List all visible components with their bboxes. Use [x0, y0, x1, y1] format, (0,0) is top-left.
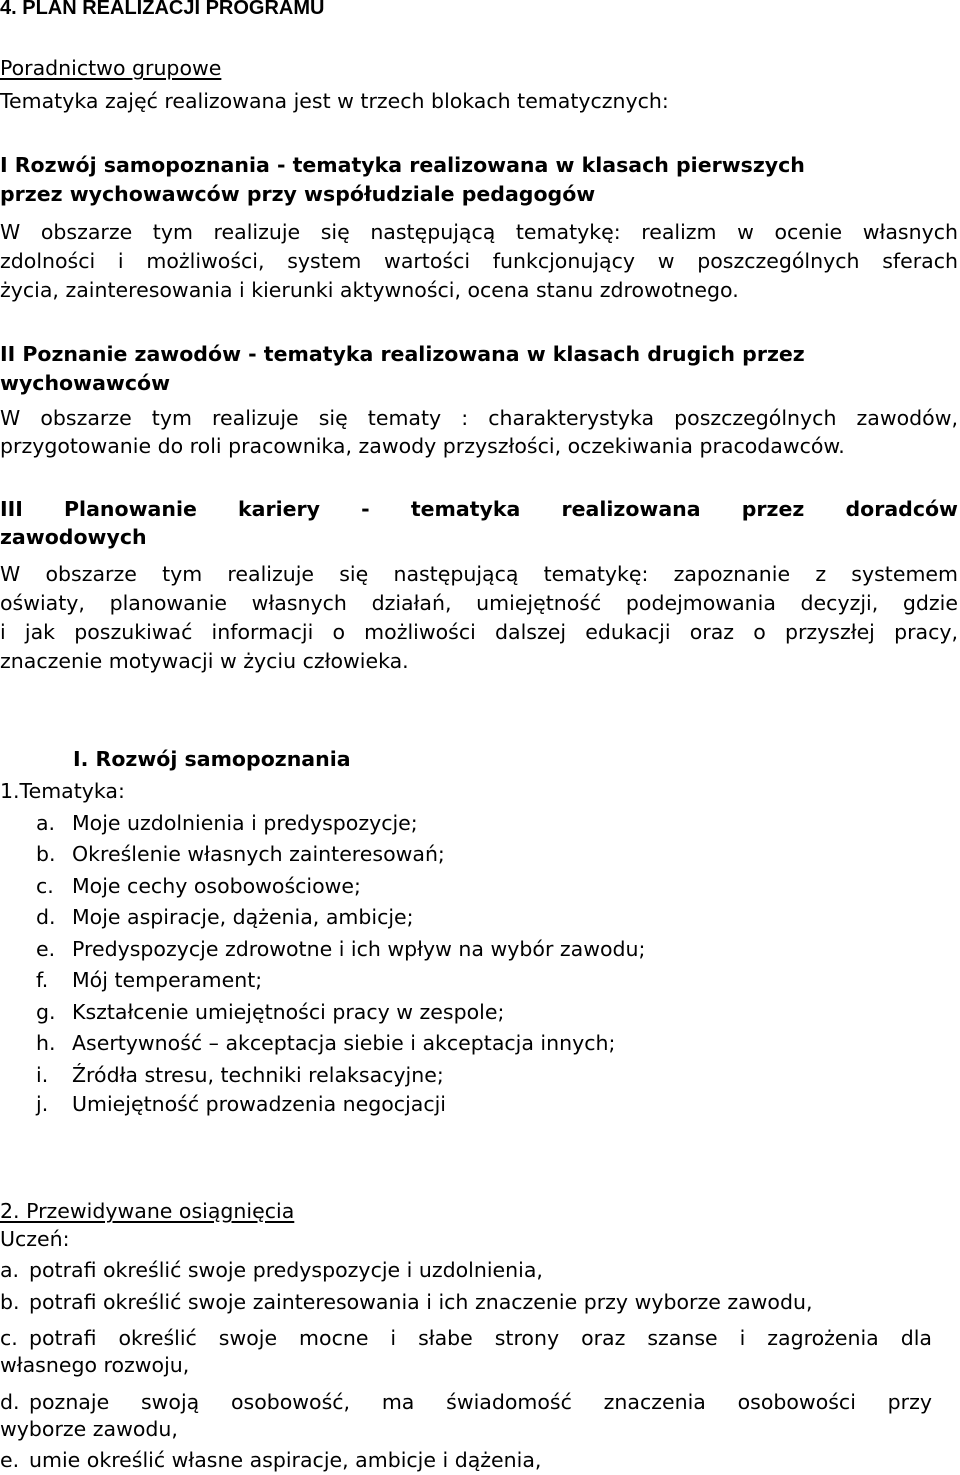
list-text: poznaje swoją osobowość, ma świadomość znaczenia osobowości przy [29, 1390, 932, 1414]
list-text: Mój temperament; [72, 968, 263, 992]
block2-heading-line2: wychowawców [0, 371, 171, 395]
block1-body-line2: zdolności i możliwości, system wartości funkcjonujący w poszczególnych sferach [0, 249, 958, 273]
list-text: umie określić własne aspiracje, ambicje i dążenia, [29, 1448, 542, 1472]
list-item [0, 1290, 932, 1314]
list-text: Moje aspiracje, dążenia, ambicje; [72, 905, 414, 929]
list-text: Umiejętność prowadzenia negocjacji [72, 1092, 446, 1116]
list-text: Kształcenie umiejętności pracy w zespole; [72, 1000, 505, 1024]
list-item [36, 1031, 615, 1055]
block2-heading-line1: II Poznanie zawodów - tematyka realizowana w klasach drugich przez [0, 342, 805, 366]
block3-heading-line1: III Planowanie kariery - tematyka realizowana przez doradców [0, 497, 958, 521]
list-item [36, 874, 361, 898]
list-marker: i. [36, 1063, 49, 1087]
block1-body-line1: W obszarze tym realizuje się następującą tematykę: realizm w ocenie własnych [0, 220, 958, 244]
list-marker: j. [36, 1092, 49, 1116]
list-text: potrafi określić swoje predyspozycje i uzdolnienia, [29, 1258, 543, 1282]
block2-body-line1: W obszarze tym realizuje się tematy : charakterystyka poszczególnych zawodów, [0, 406, 958, 430]
list-marker: e. [0, 1448, 20, 1472]
list-item [0, 1258, 932, 1282]
list-marker: d. [36, 905, 56, 929]
list-item [36, 842, 445, 866]
list-marker: b. [36, 842, 56, 866]
student-label: Uczeń: [0, 1227, 70, 1251]
list-text: Źródła stresu, techniki relaksacyjne; [72, 1063, 444, 1087]
list-item [36, 937, 645, 961]
block2-body-line2: przygotowanie do roli pracownika, zawody przyszłości, oczekiwania pracodawców. [0, 434, 845, 458]
list-item [36, 968, 262, 992]
list-text: Moje uzdolnienia i predyspozycje; [72, 811, 418, 835]
list-text: Predyspozycje zdrowotne i ich wpływ na wybór zawodu; [72, 937, 646, 961]
block3-body-line4: znaczenie motywacji w życiu człowieka. [0, 649, 409, 673]
list-item [0, 1326, 932, 1356]
list-text: Asertywność – akceptacja siebie i akceptacja innych; [72, 1031, 616, 1055]
part1-title: I. Rozwój samopoznania [73, 747, 351, 771]
list-marker: g. [36, 1000, 56, 1024]
achievements-label: 2. Przewidywane osiągnięcia [0, 1199, 295, 1223]
section-title: Poradnictwo grupowe [0, 56, 222, 80]
list-item [0, 1448, 932, 1472]
list-item [0, 1390, 932, 1420]
list-item [36, 905, 414, 929]
list-marker: f. [36, 968, 49, 992]
list-text: potrafi określić swoje mocne i słabe strony oraz szanse i zagrożenia dla [29, 1326, 932, 1350]
chapter-heading: 4. PLAN REALIZACJI PROGRAMU [0, 0, 325, 19]
list-marker: c. [0, 1326, 18, 1350]
list-marker: a. [36, 811, 56, 835]
list-marker: h. [36, 1031, 56, 1055]
list-item [36, 1000, 504, 1024]
block1-heading-line1: I Rozwój samopoznania - tematyka realizowana w klasach pierwszych [0, 153, 805, 177]
list-marker: d. [0, 1390, 20, 1414]
list-text: Moje cechy osobowościowe; [72, 874, 361, 898]
block3-body-line1: W obszarze tym realizuje się następującą tematykę: zapoznanie z systemem [0, 562, 958, 586]
list-item [36, 811, 418, 835]
block3-body-line2: oświaty, planowanie własnych działań, umiejętność podejmowania decyzji, gdzie [0, 591, 958, 615]
block3-body-line3: i jak poszukiwać informacji o możliwości dalszej edukacji oraz o przyszłej pracy, [0, 620, 958, 644]
list-item [36, 1063, 444, 1087]
block1-body-line3: życia, zainteresowania i kierunki aktywności, ocena stanu zdrowotnego. [0, 278, 739, 302]
list-text: Określenie własnych zainteresowań; [72, 842, 445, 866]
block1-heading-line2: przez wychowawców przy współudziale pedagogów [0, 182, 596, 206]
list-text: potrafi określić swoje zainteresowania i ich znaczenie przy wyborze zawodu, [29, 1290, 813, 1314]
topics-label: 1.Tematyka: [0, 779, 125, 803]
list-item-continuation: własnego rozwoju, [0, 1353, 190, 1377]
list-marker: e. [36, 937, 56, 961]
list-marker: a. [0, 1258, 20, 1282]
list-item [36, 1092, 446, 1116]
list-marker: c. [36, 874, 54, 898]
list-item-continuation: wyborze zawodu, [0, 1417, 178, 1441]
list-marker: b. [0, 1290, 20, 1314]
block3-heading-line2: zawodowych [0, 525, 147, 549]
intro-text: Tematyka zajęć realizowana jest w trzech blokach tematycznych: [0, 89, 669, 113]
